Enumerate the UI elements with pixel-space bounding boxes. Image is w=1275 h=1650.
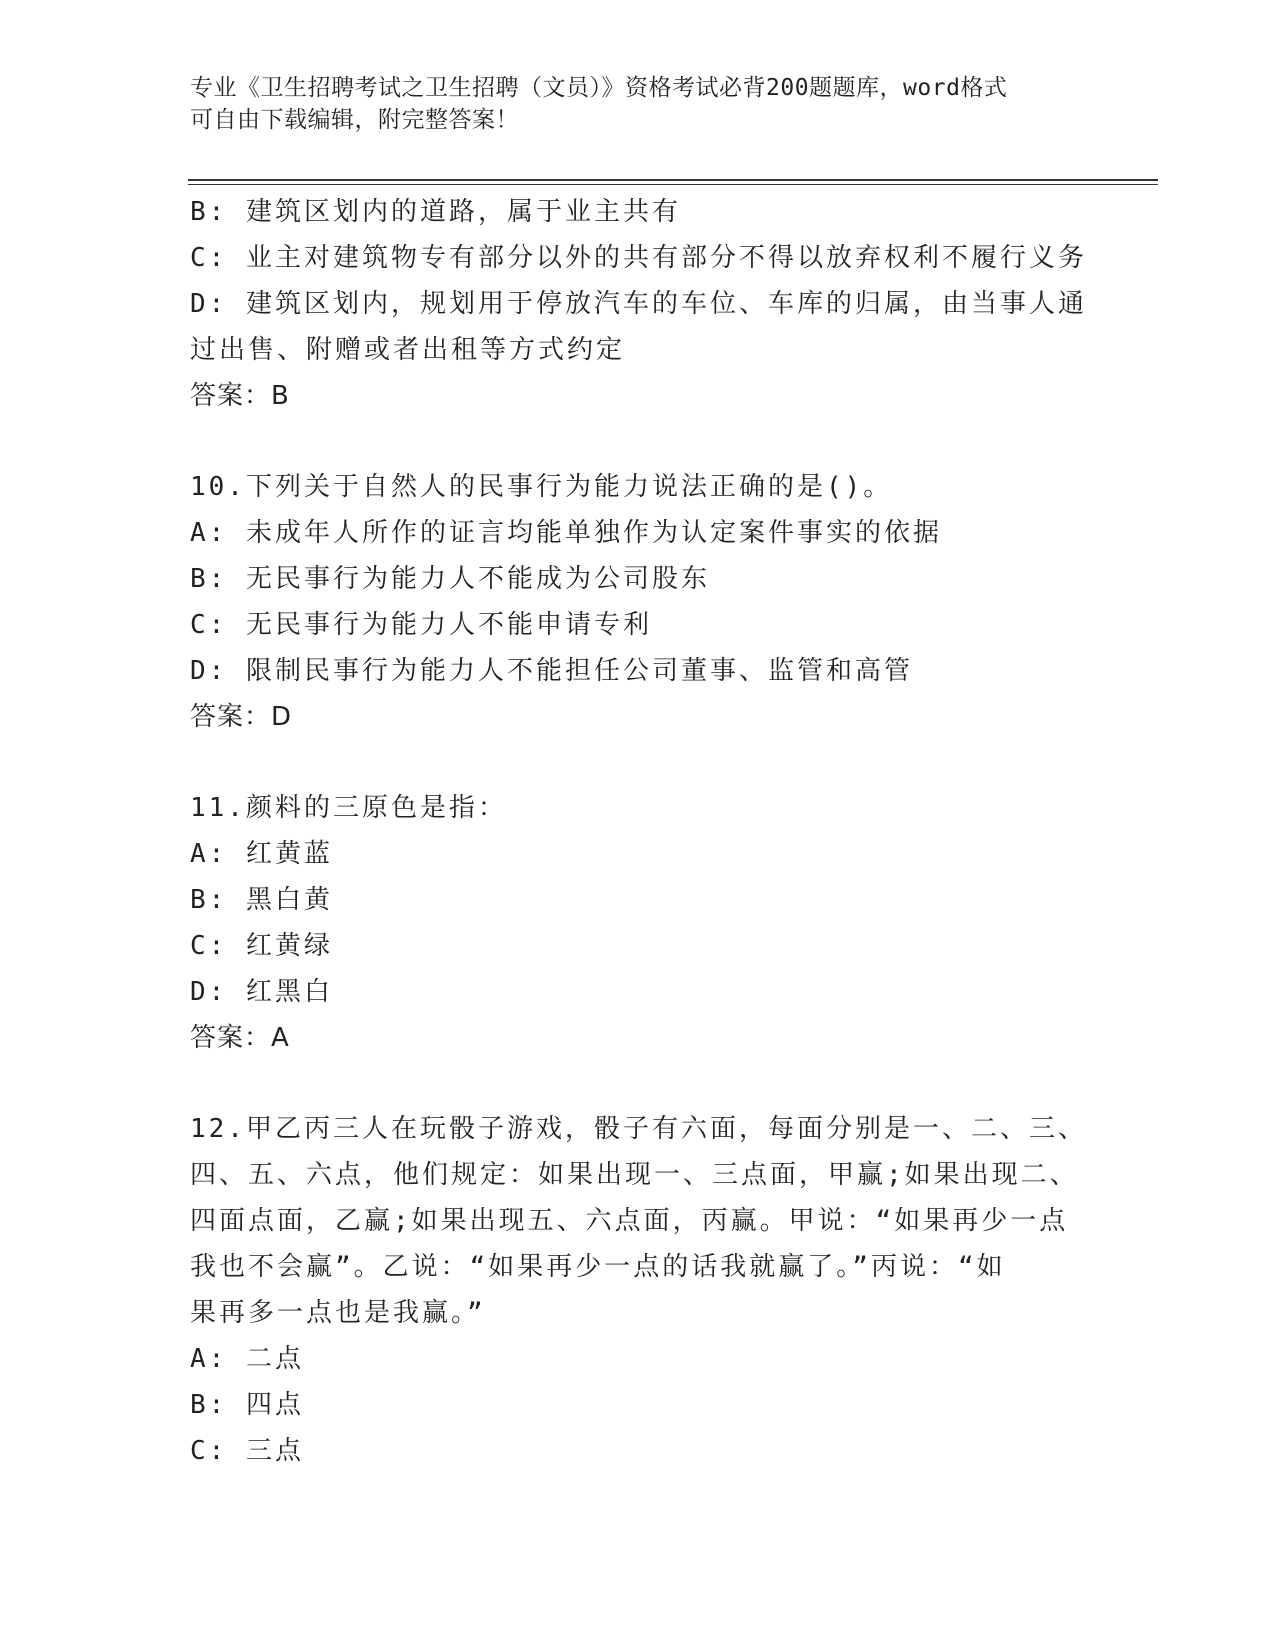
question-9-tail [190, 189, 1090, 419]
question-list [190, 189, 1090, 1474]
question-10 [190, 464, 1090, 740]
question-text: 11.颜料的三原色是指： [190, 793, 507, 823]
header-line-1: 专业《卫生招聘考试之卫生招聘（文员）》资格考试必背200题题库，word格式 [190, 75, 1008, 101]
option-c: C: 三点 [190, 1436, 304, 1466]
option-c: C: 红黄绿 [190, 931, 333, 961]
document-header [190, 72, 1090, 136]
option-d-continued: 过出售、附赠或者出租等方式约定 [190, 335, 626, 365]
question-11 [190, 785, 1090, 1061]
question-text-continued: 四面点面，乙赢;如果出现五、六点面，丙赢。甲说：“如果再少一点 [190, 1206, 1069, 1236]
question-text-continued: 我也不会赢”。乙说：“如果再少一点的话我就赢了。”丙说：“如 [190, 1252, 1006, 1282]
answer: 答案：D [190, 702, 293, 732]
header-line-2: 可自由下载编辑，附完整答案！ [190, 107, 519, 133]
question-text-continued: 四、五、六点，他们规定：如果出现一、三点面，甲赢;如果出现二、 [190, 1160, 1079, 1190]
option-d: D: 建筑区划内，规划用于停放汽车的车位、车库的归属，由当事人通 [190, 289, 1087, 319]
option-a: A: 二点 [190, 1344, 304, 1374]
header-divider-thin [188, 184, 1158, 185]
option-b: B: 黑白黄 [190, 885, 333, 915]
answer: 答案：B [190, 381, 290, 411]
answer: 答案：A [190, 1023, 290, 1053]
question-text: 12.甲乙丙三人在玩骰子游戏，骰子有六面，每面分别是一、二、三、 [190, 1114, 1087, 1144]
option-b: B: 四点 [190, 1390, 304, 1420]
option-a: A: 红黄蓝 [190, 839, 333, 869]
option-d: D: 红黑白 [190, 977, 333, 1007]
option-c: C: 业主对建筑物专有部分以外的共有部分不得以放弃权利不履行义务 [190, 243, 1087, 273]
option-b: B: 无民事行为能力人不能成为公司股东 [190, 564, 710, 594]
option-a: A: 未成年人所作的证言均能单独作为认定案件事实的依据 [190, 518, 942, 548]
question-12 [190, 1106, 1090, 1474]
question-text-continued: 果再多一点也是我赢。” [190, 1298, 486, 1328]
option-d: D: 限制民事行为能力人不能担任公司董事、监管和高管 [190, 656, 913, 686]
question-text: 10.下列关于自然人的民事行为能力说法正确的是()。 [190, 472, 893, 502]
option-b: B: 建筑区划内的道路，属于业主共有 [190, 197, 681, 227]
header-divider [188, 179, 1158, 181]
option-c: C: 无民事行为能力人不能申请专利 [190, 610, 652, 640]
